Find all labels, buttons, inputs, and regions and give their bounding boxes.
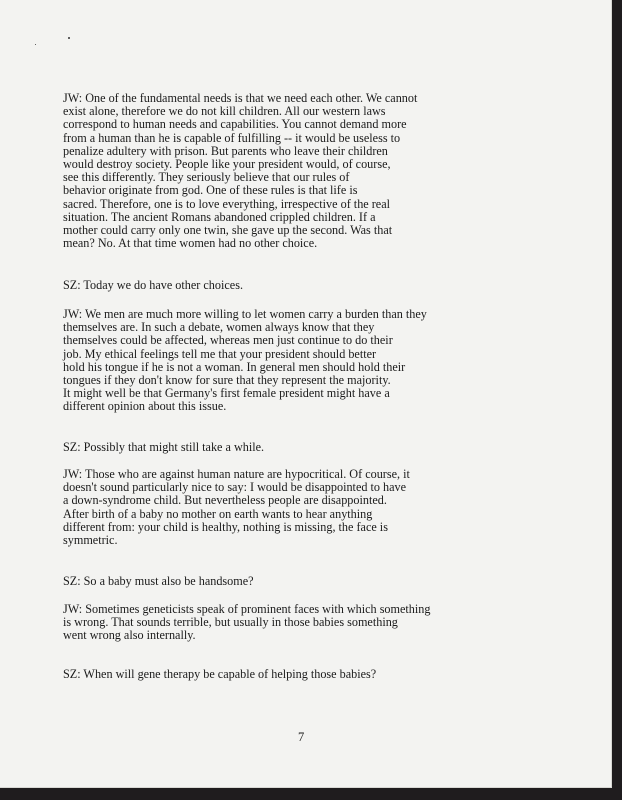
paragraph-jw-geneticists: JW: Sometimes geneticists speak of prominent faces with which something is wrong. That sounds terrible, but usually in those babies something went wrong also internally. <box>63 602 431 643</box>
paragraph-sz-other-choices: SZ: Today we do have other choices. <box>63 278 243 292</box>
page-number: 7 <box>298 730 305 744</box>
paragraph-sz-gene-therapy: SZ: When will gene therapy be capable of helping those babies? <box>63 667 377 681</box>
paragraph-jw-men-burden: JW: We men are much more willing to let women carry a burden than they themselves are. In such a debate, women always know that they themselves could be affected, whereas men just continue to do their job. My ethical feelings tell me that your president should better hold his tongue if he is not a woman. In general men should hold their tongues if they don't know for sure that they represent the majority. It might well be that Germany's first female president might have a different opinion about this issue. <box>63 307 427 414</box>
paragraph-sz-take-a-while: SZ: Possibly that might still take a while. <box>63 440 265 454</box>
paragraph-jw-human-nature: JW: Those who are against human nature are hypocritical. Of course, it doesn't sound particularly nice to say: I would be disappointed to have a down-syndrome child. But nevertheless people are disappointed. After birth of a baby no mother on earth wants to hear anything different from: your child is healthy, nothing is missing, the face is symmetric. <box>63 467 410 548</box>
scan-border-right <box>612 0 622 800</box>
paper-speck <box>68 37 70 39</box>
paragraph-jw-fundamental-needs: JW: One of the fundamental needs is that we need each other. We cannot exist alone, therefore we do not kill children. All our western laws correspond to human needs and capabilities. You cannot demand more from a human than he is capable of fulfilling -- it would be useless to penalize adultery with prison. But parents who leave their children would destroy society. People like your president would, of course, see this differently. They seriously believe that our rules of behavior originate from god. One of these rules is that life is sacred. Therefore, one is to love everything, irrespective of the real situation. The ancient Romans abandoned crippled children. If a mother could carry only one twin, she gave up the second. Was that mean? No. At that time women had no other choice. <box>63 91 418 251</box>
paper-speck <box>35 44 36 45</box>
paragraph-sz-handsome: SZ: So a baby must also be handsome? <box>63 574 254 588</box>
scan-border-bottom <box>0 788 622 800</box>
